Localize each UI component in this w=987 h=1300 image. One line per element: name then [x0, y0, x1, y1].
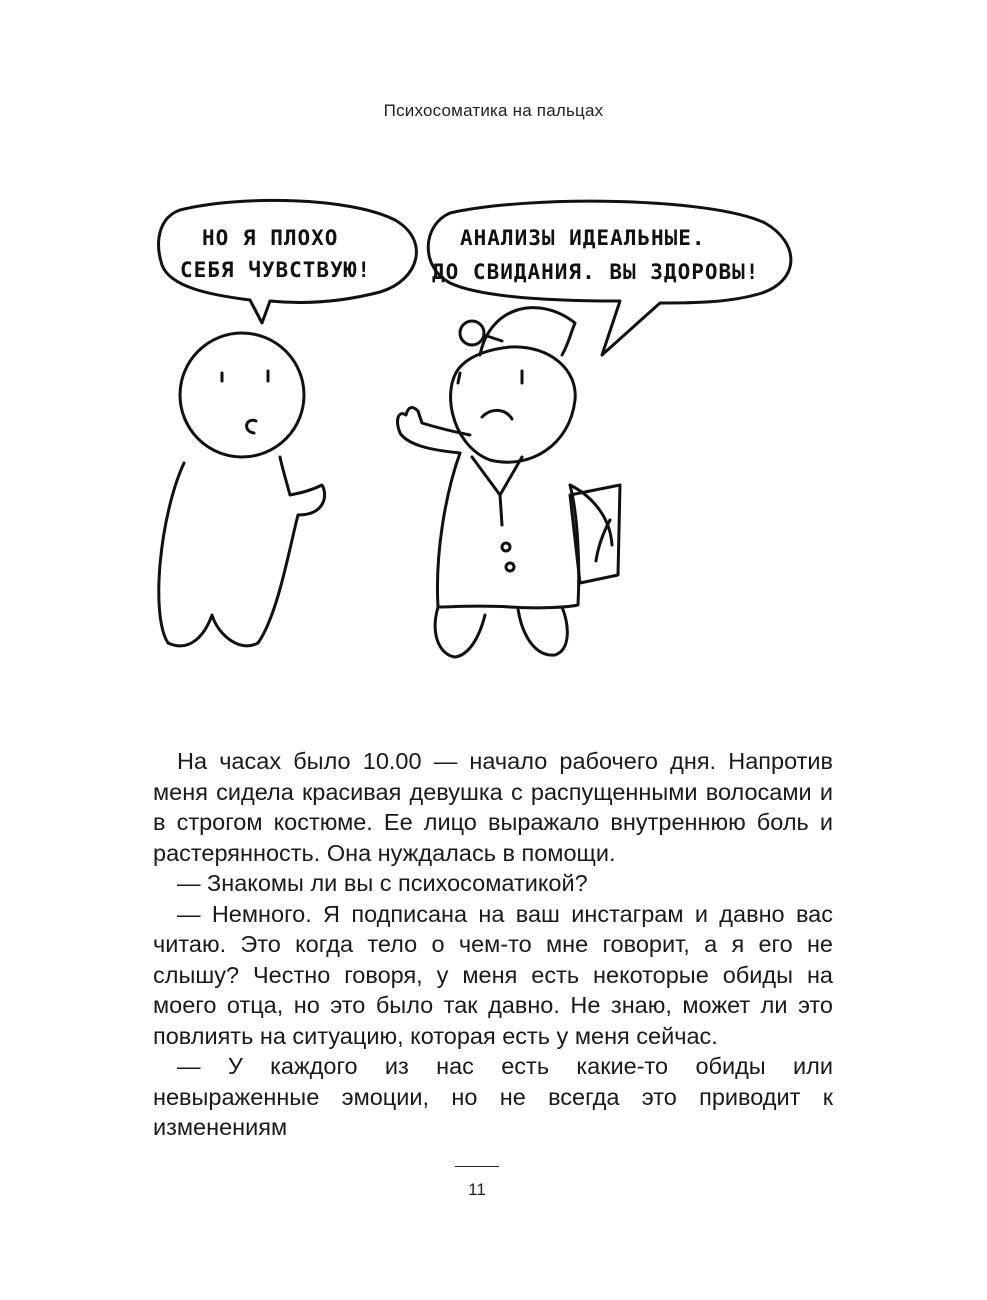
patient-figure	[159, 333, 325, 646]
patient-speech-line-2: СЕБЯ ЧУВСТВУЮ!	[180, 258, 372, 282]
doctor-figure	[398, 308, 620, 657]
paragraph: — У каждого из нас есть какие-то обиды или невыраженные эмоции, но не всегда это приводит к изменениям	[153, 1053, 833, 1140]
running-header: Психосоматика на пальцах	[383, 101, 604, 120]
head-mirror-icon	[460, 321, 484, 345]
page-number: 11	[468, 1180, 486, 1199]
footer-rule	[455, 1166, 499, 1167]
coat-button	[502, 543, 510, 551]
coat-button	[506, 563, 514, 571]
doctor-mouth	[482, 410, 512, 419]
body-text	[153, 746, 833, 1143]
doctor-speech-line-1: АНАЛИЗЫ ИДЕАЛЬНЫЕ.	[460, 226, 706, 250]
doctor-eye-left	[458, 373, 460, 383]
paragraph: На часах было 10.00 — начало рабочего дня. Напротив меня сидела красивая девушка с распущенными волосами и в строгом костюме. Ее лицо выражало внутреннюю боль и растерянность. Она нуждалась в помощи.	[153, 748, 833, 866]
patient-speech-bubble	[159, 200, 417, 323]
patient-mouth	[247, 420, 256, 433]
patient-speech-line-1: НО Я ПЛОХО	[202, 226, 339, 250]
paragraph: — Знакомы ли вы с психосоматикой?	[177, 870, 588, 896]
paragraph: — Немного. Я подписана на ваш инстаграм и давно вас читаю. Это когда тело о чем-то мне говорит, а я его не слышу? Честно говоря, у меня есть некоторые обиды на моего отца, но это было так давно. Не знаю, может ли это повлиять на ситуацию, которая есть у меня сейчас.	[153, 900, 833, 1049]
doctor-speech-line-2: ДО СВИДАНИЯ. ВЫ ЗДОРОВЫ!	[432, 260, 760, 284]
cartoon-illustration	[150, 195, 810, 675]
